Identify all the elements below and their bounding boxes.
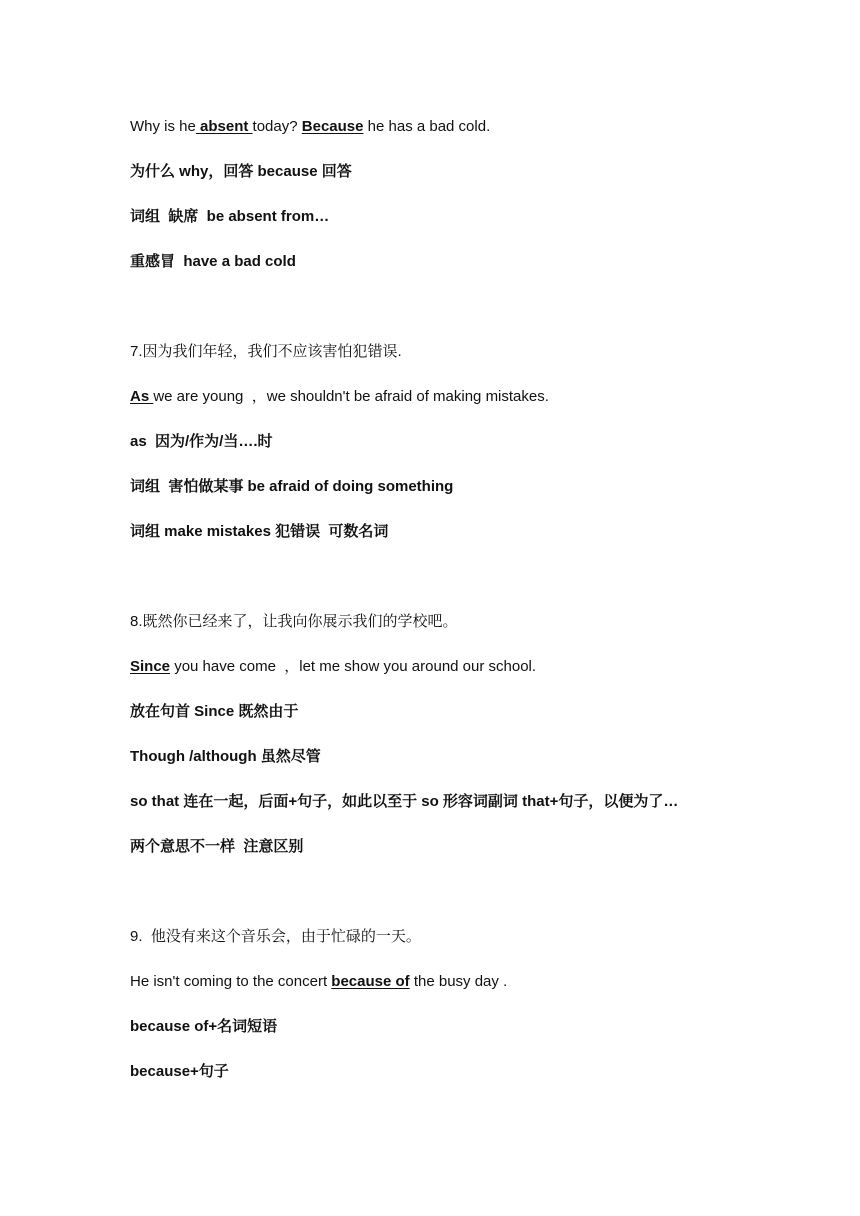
sentence-text: the busy day .: [409, 973, 508, 990]
example-sentence: [130, 657, 536, 677]
key-word: Because: [301, 118, 364, 135]
note-line: so that 连在一起，后面+句子，如此以至于 so 形容词副词 that+句子，以便为了…: [130, 793, 679, 810]
sentence-text: we are young ，we shouldn't be afraid of making mistakes.: [153, 388, 549, 405]
note-line: because of+名词短语: [130, 1018, 278, 1035]
sentence-text: He isn't coming to the concert: [130, 973, 332, 990]
key-word: because of: [331, 973, 410, 990]
key-word: absent: [195, 118, 253, 135]
key-word: Since: [130, 658, 171, 675]
chinese-sentence: 9. 他没有来这个音乐会，由于忙碌的一天。: [130, 928, 421, 945]
example-sentence: [130, 387, 549, 407]
chinese-sentence: 8.既然你已经来了，让我向你展示我们的学校吧。: [130, 613, 458, 630]
example-sentence: [130, 117, 490, 137]
sentence-text: you have come ，let me show you around our school.: [170, 658, 537, 675]
sentence-text: he has a bad cold.: [363, 118, 491, 135]
note-line: 词组 缺席 be absent from…: [130, 208, 330, 225]
note-line: 词组 害怕做某事 be afraid of doing something: [130, 478, 454, 495]
note-line: 为什么 why，回答 because 回答: [130, 163, 352, 180]
note-line: 放在句首 Since 既然由于: [130, 703, 299, 720]
example-sentence: [130, 972, 507, 992]
note-line: Though /although 虽然尽管: [130, 748, 321, 765]
key-word: As: [130, 388, 154, 405]
sentence-text: Why is he: [130, 118, 196, 135]
note-line: as 因为/作为/当….时: [130, 433, 273, 450]
note-line: 两个意思不一样 注意区别: [130, 838, 304, 855]
note-line: 重感冒 have a bad cold: [130, 253, 296, 270]
sentence-text: today?: [252, 118, 302, 135]
note-line: because+句子: [130, 1063, 229, 1080]
chinese-sentence: 7.因为我们年轻，我们不应该害怕犯错误.: [130, 343, 402, 360]
note-line: 词组 make mistakes 犯错误 可数名词: [130, 523, 389, 540]
